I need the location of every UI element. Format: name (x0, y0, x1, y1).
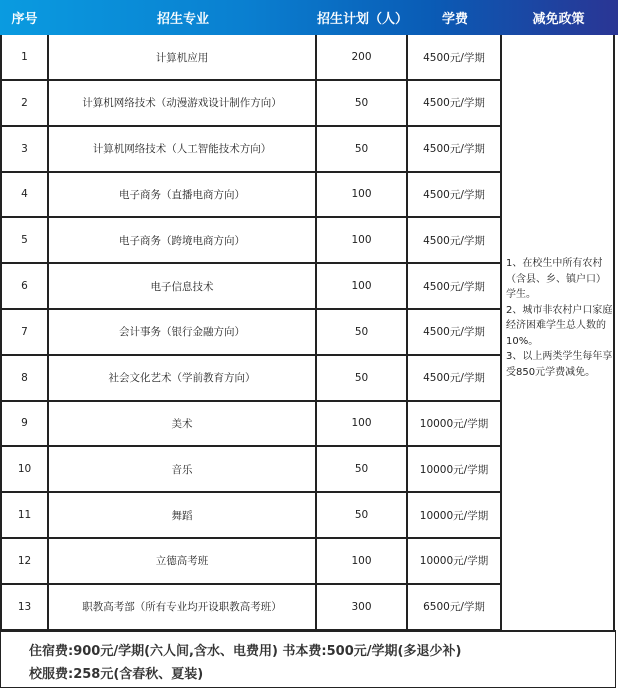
row-major: 电子商务（直播电商方向） (49, 172, 317, 216)
row-number: 12 (0, 539, 49, 583)
row-fee: 10000元/学期 (408, 401, 502, 445)
row-major: 计算机网络技术（动漫游戏设计制作方向） (49, 81, 317, 125)
row-number: 10 (0, 447, 49, 491)
table-row (0, 356, 502, 402)
table-row (0, 127, 502, 173)
row-major: 美术 (49, 401, 317, 445)
table-row (0, 172, 502, 218)
row-major: 计算机网络技术（人工智能技术方向） (49, 127, 317, 171)
row-plan: 50 (317, 127, 408, 171)
header-policy: 减免政策 (532, 12, 585, 27)
row-major: 音乐 (49, 447, 317, 491)
row-fee: 4500元/学期 (408, 218, 502, 262)
row-fee: 10000元/学期 (408, 493, 502, 537)
table-row (0, 447, 502, 493)
table-row (0, 585, 502, 631)
row-number: 9 (0, 401, 49, 445)
row-number: 1 (0, 35, 49, 79)
table-row (0, 35, 502, 81)
row-plan: 50 (317, 447, 408, 491)
row-plan: 50 (317, 81, 408, 125)
row-number: 7 (0, 310, 49, 354)
row-fee: 10000元/学期 (408, 539, 502, 583)
fees-footer (0, 630, 616, 688)
row-major: 电子信息技术 (49, 264, 317, 308)
row-fee: 4500元/学期 (408, 356, 502, 400)
row-number: 6 (0, 264, 49, 308)
row-plan: 100 (317, 401, 408, 445)
row-major: 职教高考部（所有专业均开设职教高考班） (49, 585, 317, 629)
row-fee: 4500元/学期 (408, 264, 502, 308)
row-number: 5 (0, 218, 49, 262)
table-row (0, 81, 502, 127)
policy-line-3: 3、以上两类学生每年享受850元学费减免。 (506, 351, 613, 378)
footer-line-2: 校服费:258元(含春秋、夏装) (29, 667, 204, 682)
table-header (0, 0, 618, 35)
row-major: 社会文化艺术（学前教育方向） (49, 356, 317, 400)
policy-cell (502, 35, 615, 630)
row-major: 立德高考班 (49, 539, 317, 583)
policy-text (506, 256, 614, 380)
row-fee: 4500元/学期 (408, 172, 502, 216)
table-row (0, 539, 502, 585)
row-plan: 50 (317, 310, 408, 354)
row-plan: 50 (317, 493, 408, 537)
row-fee: 10000元/学期 (408, 447, 502, 491)
header-no: 序号 (11, 12, 38, 27)
policy-line-1: 1、在校生中所有农村（含县、乡、镇户口）学生。 (506, 258, 606, 300)
table-row (0, 218, 502, 264)
table-row (0, 401, 502, 447)
row-fee: 4500元/学期 (408, 81, 502, 125)
row-fee: 4500元/学期 (408, 127, 502, 171)
row-number: 2 (0, 81, 49, 125)
header-fee: 学费 (441, 12, 468, 27)
header-plan: 招生计划（人） (317, 12, 409, 27)
policy-line-2: 2、城市非农村户口家庭经济困难学生总人数的10%。 (506, 304, 613, 347)
row-number: 11 (0, 493, 49, 537)
row-number: 4 (0, 172, 49, 216)
row-number: 13 (0, 585, 49, 629)
row-number: 8 (0, 356, 49, 400)
row-plan: 100 (317, 264, 408, 308)
row-plan: 50 (317, 356, 408, 400)
row-major: 计算机应用 (49, 35, 317, 79)
header-major: 招生专业 (156, 12, 209, 27)
row-fee: 4500元/学期 (408, 310, 502, 354)
row-fee: 6500元/学期 (408, 585, 502, 629)
row-major: 电子商务（跨境电商方向） (49, 218, 317, 262)
table-row (0, 264, 502, 310)
row-fee: 4500元/学期 (408, 35, 502, 79)
row-plan: 100 (317, 539, 408, 583)
row-plan: 100 (317, 172, 408, 216)
table-row (0, 493, 502, 539)
footer-line-1: 住宿费:900元/学期(六人间,含水、电费用) 书本费:500元/学期(多退少补) (29, 644, 462, 659)
row-major: 会计事务（银行金融方向） (49, 310, 317, 354)
row-plan: 300 (317, 585, 408, 629)
table-row (0, 310, 502, 356)
row-major: 舞蹈 (49, 493, 317, 537)
row-number: 3 (0, 127, 49, 171)
row-plan: 100 (317, 218, 408, 262)
row-plan: 200 (317, 35, 408, 79)
